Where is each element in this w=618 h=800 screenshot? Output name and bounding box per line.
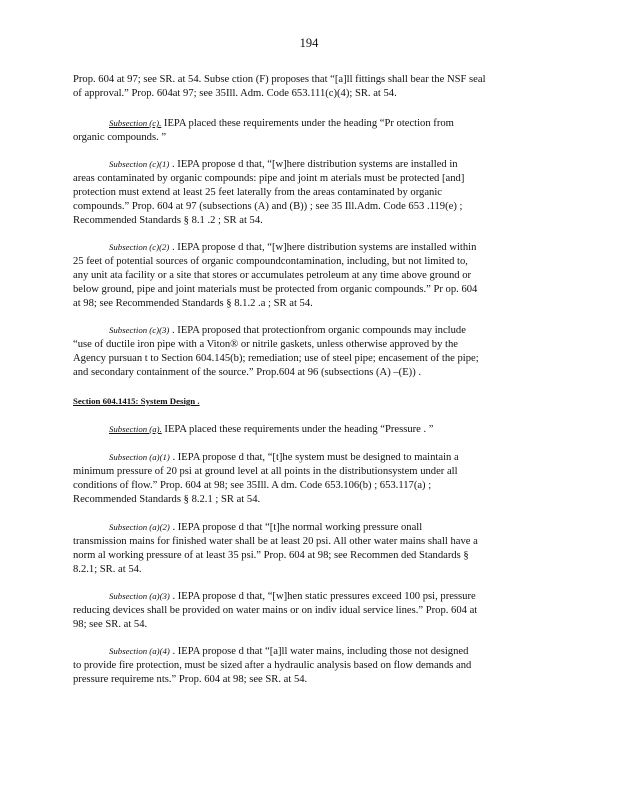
section-heading-text: Section 604.1415: System Design . xyxy=(73,396,200,406)
paragraph-line: protection must extend at least 25 feet laterally from the areas contaminated by organic xyxy=(73,187,442,198)
paragraph-line: to provide fire protection, must be sized after a hydraulic analysis based on flow demands and xyxy=(73,660,472,671)
paragraph-line: reducing devices shall be provided on water mains or on indiv idual service lines.” Prop. 604 at xyxy=(73,605,478,616)
paragraph-line: at 98; see Recommended Standards § 8.1.2 .a ; SR at 54. xyxy=(73,298,313,309)
paragraph-subsection-a3 xyxy=(73,589,539,632)
subsection-label: Subsection (a)(4) xyxy=(109,646,170,656)
paragraph-line: Recommended Standards § 8.2.1 ; SR at 54. xyxy=(73,494,261,505)
paragraph-line: “use of ductile iron pipe with a Viton® or nitrile gaskets, unless otherwise approved by the xyxy=(73,339,458,350)
subsection-label: Subsection (a). xyxy=(109,424,162,434)
paragraph-line: . IEPA propose d that, “[w]hen static pressures exceed 100 psi, pressure xyxy=(169,591,476,602)
subsection-label: Subsection (c)(1) xyxy=(109,159,170,169)
paragraph-line: 98; see SR. at 54. xyxy=(73,619,148,630)
paragraph-line: compounds.” Prop. 604 at 97 (subsections (A) and (B)) ; see 35 Ill.Adm. Code 653 .119(e) ; xyxy=(73,201,463,212)
paragraph-line: . IEPA propose d that, “[t]he system must be designed to maintain a xyxy=(169,452,459,463)
paragraph-subsection-c2 xyxy=(73,240,539,311)
paragraph-line: . IEPA proposed that protectionfrom organic compounds may include xyxy=(169,325,466,336)
subsection-label: Subsection (a)(2) xyxy=(109,522,170,532)
paragraph-line: 25 feet of potential sources of organic compoundcontamination, including, but not limited to, xyxy=(73,256,468,267)
paragraph-line: pressure requireme nts.” Prop. 604 at 98; see SR. at 54. xyxy=(73,674,308,685)
paragraph-line: IEPA placed these requirements under the heading “Pr otection from xyxy=(161,118,454,129)
paragraph-line: areas contaminated by organic compounds: pipe and joint m aterials must be protected [and] xyxy=(73,173,465,184)
paragraph-line: . IEPA propose d that, “[w]here distribution systems are installed within xyxy=(169,242,477,253)
paragraph-line: norm al working pressure of at least 35 psi.” Prop. 604 at 98; see Recommen ded Standards § xyxy=(73,550,469,561)
paragraph-line: of approval.” Prop. 604at 97; see 35Ill. Adm. Code 653.111(c)(4); SR. at 54. xyxy=(73,88,397,99)
section-heading xyxy=(73,394,539,408)
paragraph-line: 8.2.1; SR. at 54. xyxy=(73,564,142,575)
paragraph-line: minimum pressure of 20 psi at ground level at all points in the distributionsystem under all xyxy=(73,466,458,477)
subsection-label: Subsection (c)(3) xyxy=(109,325,170,335)
paragraph-subsection-c xyxy=(73,116,539,145)
paragraph-line: Prop. 604 at 97; see SR. at 54. Subse ction (F) proposes that “[a]ll fittings shall bear the NSF seal xyxy=(73,74,486,85)
paragraph-line: IEPA placed these requirements under the heading “Pressure . ” xyxy=(161,424,434,435)
paragraph-line: conditions of flow.” Prop. 604 at 98; see 35Ill. A dm. Code 653.106(b) ; 653.117(a) ; xyxy=(73,480,432,491)
paragraph-line: and secondary containment of the source.” Prop.604 at 96 (subsections (A) –(E)) . xyxy=(73,367,422,378)
paragraph-line: below ground, pipe and joint materials must be protected from organic compounds.” Pr op. 604 xyxy=(73,284,478,295)
subsection-label: Subsection (c). xyxy=(109,118,162,128)
paragraph-subsection-c3 xyxy=(73,323,539,380)
paragraph-line: Recommended Standards § 8.1 .2 ; SR at 54. xyxy=(73,215,263,226)
paragraph-subsection-a1 xyxy=(73,450,539,507)
subsection-label: Subsection (a)(3) xyxy=(109,591,170,601)
paragraph-subsection-c1 xyxy=(73,157,539,228)
paragraph-line: . IEPA propose d that, “[w]here distribution systems are installed in xyxy=(169,159,458,170)
paragraph-line: transmission mains for finished water shall be at least 20 psi. All other water mains shall have a xyxy=(73,536,478,547)
paragraph-subsection-a2 xyxy=(73,520,539,577)
paragraph-subsection-a4 xyxy=(73,644,539,687)
paragraph-line: . IEPA propose d that “[a]ll water mains, including those not designed xyxy=(169,646,469,657)
subsection-label: Subsection (a)(1) xyxy=(109,452,170,462)
paragraph-line: organic compounds. ” xyxy=(73,132,167,143)
page-number: 194 xyxy=(299,36,319,50)
paragraph-line: any unit ata facility or a site that stores or accumulates petroleum at any time above ground or xyxy=(73,270,472,281)
paragraph-line: . IEPA propose d that “[t]he normal working pressure onall xyxy=(169,522,423,533)
paragraph-line: Agency pursuan t to Section 604.145(b); remediation; use of steel pipe; encasement of the pipe; xyxy=(73,353,479,364)
subsection-label: Subsection (c)(2) xyxy=(109,242,170,252)
paragraph-0 xyxy=(73,73,539,101)
paragraph-subsection-a xyxy=(73,422,539,437)
